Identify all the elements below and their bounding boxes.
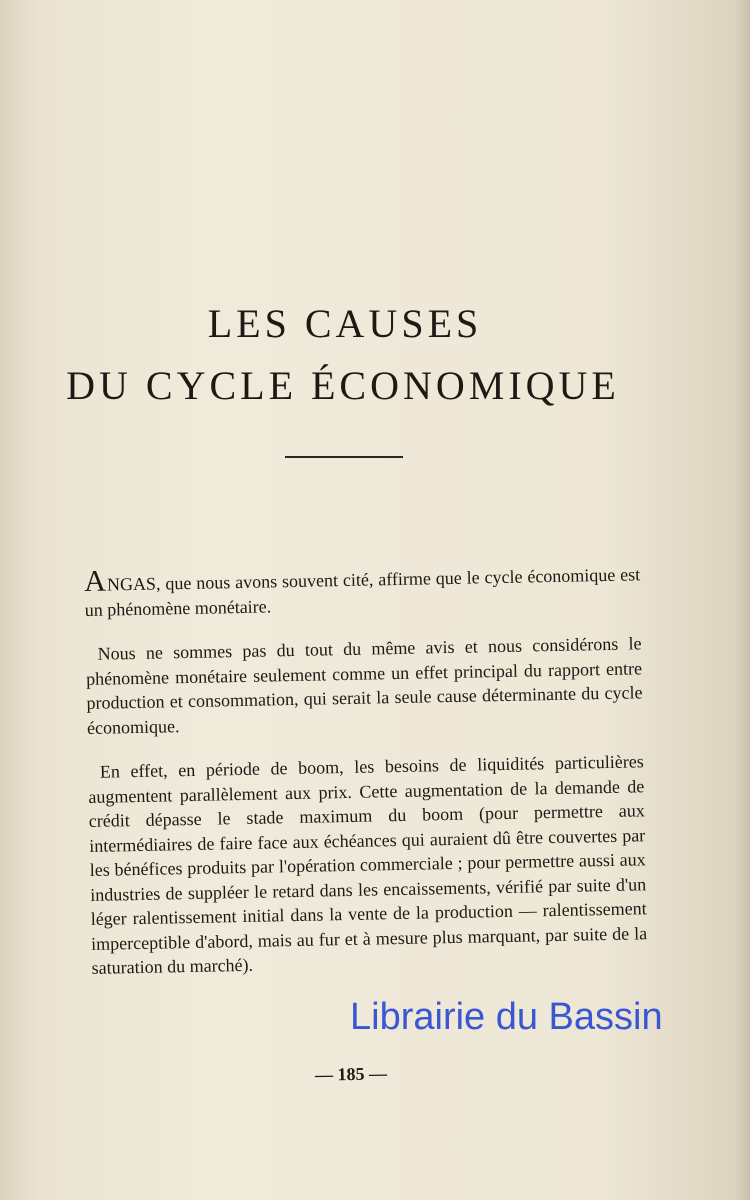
watermark: Librairie du Bassin: [350, 996, 663, 1038]
chapter-title-line-2: DU CYCLE ÉCONOMIQUE: [66, 363, 620, 408]
title-rule: [285, 456, 403, 458]
paragraph-3: En effet, en période de boom, les besoins de liquidités particulières augmentent parallèlement aux prix. Cette augmentation de la demande de crédit dépasse le stade maximum du boom (pour permettre aux intermédiaires de faire face aux échéances qui auraient dû être couvertes par les bénéfices produits par l'opération commerciale ; pour permettre aussi aux industries de suppléer le retard dans les encaissements, vérifié par suite d'un léger ralentissement initial dans la vente de la production — ralentissement imperceptible d'abord, mais au fur et à mesure plus marquant, par suite de la saturation du marché).: [88, 751, 648, 978]
paragraph-1: [84, 559, 641, 622]
paragraph-1-text: NGAS, que nous avons souvent cité, affirme que le cycle économique est un phénomène monétaire.: [84, 564, 641, 620]
drop-capital: A: [83, 564, 108, 598]
chapter-title-line-1: LES CAUSES: [207, 301, 483, 346]
body-text: [84, 559, 648, 1000]
paragraph-2: Nous ne sommes pas du tout du même avis et nous considérons le phénomène monétaire seulement comme un effet principal du rapport entre production et consommation, qui serait la seule cause déterminante du cycle économique.: [85, 633, 643, 738]
page-number: — 185 —: [314, 1063, 388, 1085]
